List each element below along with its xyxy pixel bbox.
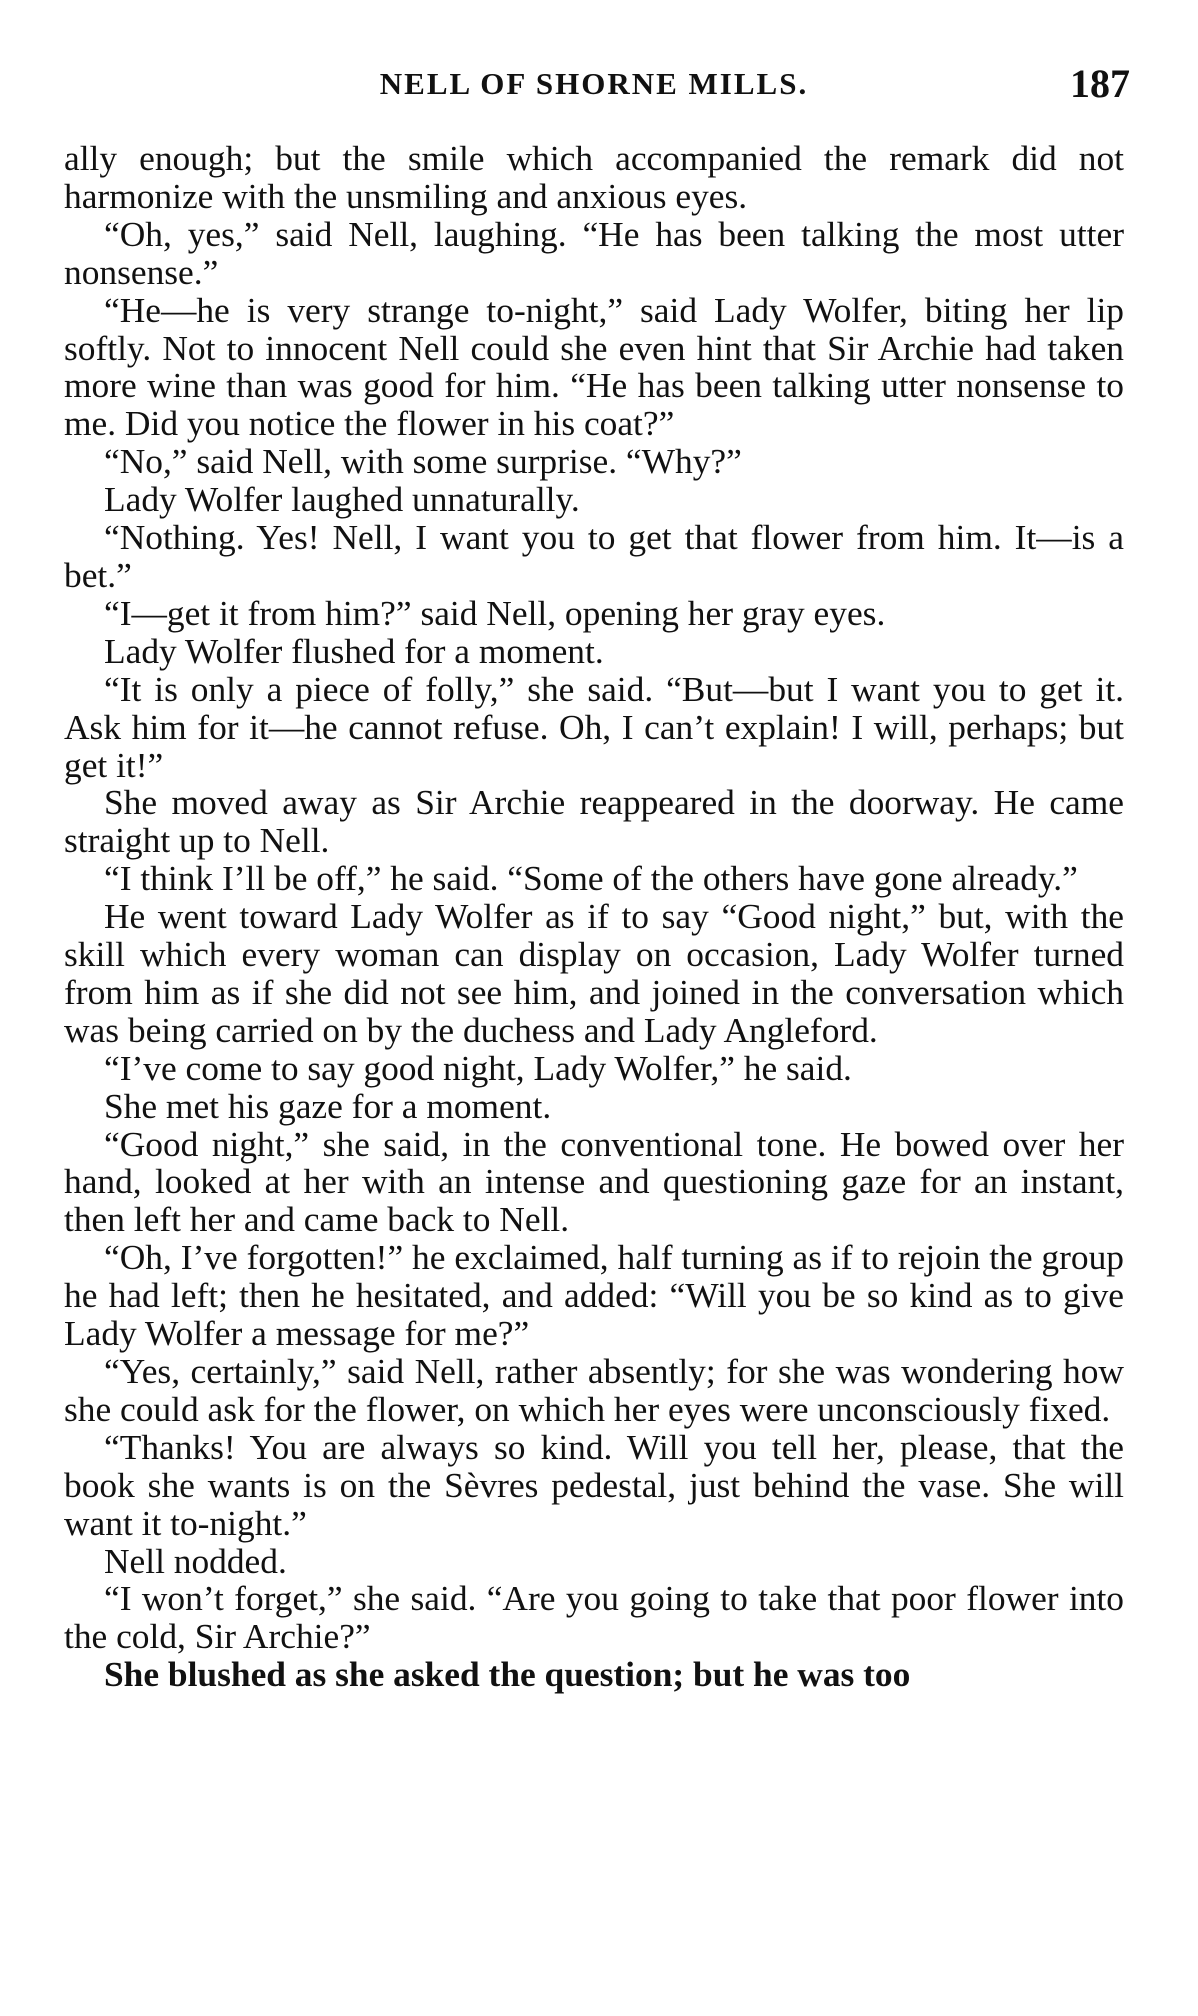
body-text — [64, 140, 1124, 1694]
paragraph: “I think I’ll be off,” he said. “Some of the others have gone already.” — [104, 858, 1078, 899]
paragraph: “Good night,” she said, in the conventional tone. He bowed over her hand, looked at her with an intense and questioning gaze for an instant, then left her and came back to Nell. — [64, 1123, 1124, 1240]
paragraph: “Yes, certainly,” said Nell, rather absently; for she was wondering how she could ask for the flower, on which her eyes were unconsciously fixed. — [64, 1351, 1124, 1429]
running-title: NELL OF SHORNE MILLS. — [379, 66, 809, 101]
page-header — [64, 60, 1130, 116]
paragraph: “Oh, yes,” said Nell, laughing. “He has been talking the most utter nonsense.” — [64, 213, 1124, 292]
paragraph: “It is only a piece of folly,” she said. “But—but I want you to get it. Ask him for it—he cannot refuse. Oh, I can’t explain! I will, perhaps; but get it!” — [64, 668, 1124, 785]
paragraph: “I’ve come to say good night, Lady Wolfer,” he said. — [104, 1047, 852, 1088]
paragraph: She met his gaze for a moment. — [104, 1085, 552, 1126]
paragraph: “I—get it from him?” said Nell, opening her gray eyes. — [104, 592, 886, 633]
paragraph: “Nothing. Yes! Nell, I want you to get that flower from him. It—is a bet.” — [64, 517, 1124, 595]
paragraph: He went toward Lady Wolfer as if to say “Good night,” but, with the skill which every woman can display on occasion, Lady Wolfer turned from him as if she did not see him, and joined in the conversation which was being carried on by the duchess and Lady Angleford. — [64, 896, 1124, 1050]
paragraph: “I won’t forget,” she said. “Are you going to take that poor flower into the cold, Sir Archie?” — [64, 1578, 1124, 1657]
paragraph: ally enough; but the smile which accompanied the remark did not harmonize with the unsmiling and anxious eyes. — [64, 138, 1124, 216]
paragraph: “No,” said Nell, with some surprise. “Why?” — [104, 441, 742, 482]
paragraph: She moved away as Sir Archie reappeared in the doorway. He came straight up to Nell. — [64, 782, 1124, 861]
paragraph: “He—he is very strange to-night,” said Lady Wolfer, biting her lip softly. Not to innocent Nell could she even hint that Sir Archie had taken more wine than was good for him. “He has been talking utter nonsense to me. Did you notice the flower in his coat?” — [64, 289, 1124, 444]
paragraph: She blushed as she asked the question; but he was too — [104, 1654, 911, 1695]
paragraph: “Thanks! You are always so kind. Will you tell her, please, that the book she wants is on the Sèvres pedestal, just behind the vase. She will want it to-night.” — [64, 1426, 1124, 1543]
paragraph: Lady Wolfer flushed for a moment. — [104, 630, 604, 671]
page-number: 187 — [1070, 61, 1130, 106]
paragraph: Lady Wolfer laughed unnaturally. — [104, 479, 580, 520]
paragraph: “Oh, I’ve forgotten!” he exclaimed, half turning as if to rejoin the group he had left; then he hesitated, and added: “Will you be so kind as to give Lady Wolfer a message for me?” — [64, 1237, 1124, 1354]
paragraph: Nell nodded. — [104, 1540, 287, 1581]
